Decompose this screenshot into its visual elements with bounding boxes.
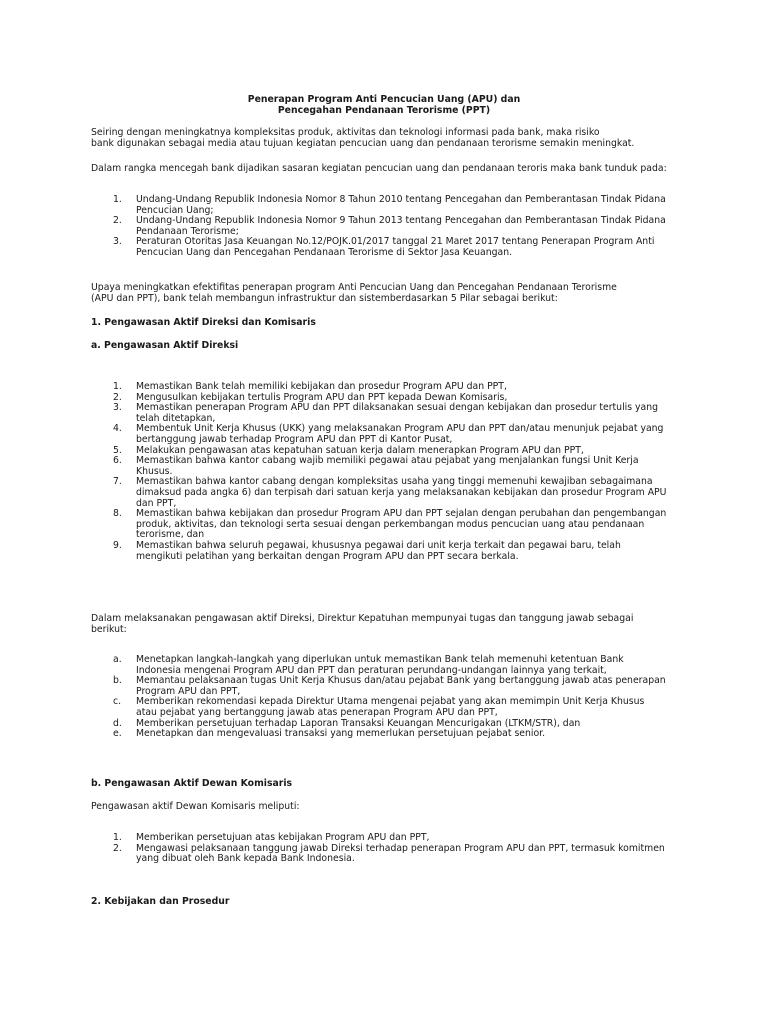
regulation-intro: Dalam rangka mencegah bank dijadikan sasaran kegiatan pencucian uang dan pendanaan teroris maka bank tunduk pada: bbox=[91, 163, 667, 174]
list-item-number: 6. bbox=[113, 455, 122, 467]
title-line-2: Pencegahan Pendanaan Terorisme (PPT) bbox=[277, 105, 491, 116]
title-line-1: Penerapan Program Anti Pencucian Uang (APU) dan bbox=[247, 94, 521, 105]
list-item bbox=[91, 216, 691, 237]
list-item-text: dan PPT, bbox=[136, 497, 177, 509]
list-item-text: Melakukan pengawasan atas kepatuhan satuan kerja dalam menerapkan Program APU dan PPT, bbox=[136, 444, 584, 456]
list-item bbox=[91, 424, 691, 445]
list-item-text: Memastikan penerapan Program APU dan PPT dilaksanakan sesuai dengan kebijakan dan prosedur tertulis yang bbox=[136, 402, 659, 414]
list-item bbox=[91, 477, 691, 509]
list-item-text: Memastikan bahwa kantor cabang wajib memiliki pegawai atau pejabat yang menjalankan fungsi Unit Kerja bbox=[136, 455, 639, 467]
list-item-text: Menetapkan langkah-langkah yang diperlukan untuk memastikan Bank telah memenuhi ketentuan Bank bbox=[136, 654, 624, 665]
list-item bbox=[91, 403, 691, 424]
list-item-text: mengikuti pelatihan yang berkaitan dengan Program APU dan PPT secara berkala. bbox=[136, 550, 519, 562]
list-item-number: 8. bbox=[113, 508, 122, 520]
list-item-text: Memberikan persetujuan terhadap Laporan Transaksi Keuangan Mencurigakan (LTKM/STR), dan bbox=[136, 717, 581, 729]
list-item-number: 2. bbox=[113, 391, 122, 403]
list-item bbox=[91, 382, 691, 393]
list-item bbox=[91, 509, 691, 541]
list-item bbox=[91, 237, 691, 258]
list-item-text: Mengawasi pelaksanaan tanggung jawab Direksi terhadap penerapan Program APU dan PPT, termasuk komitmen bbox=[136, 842, 665, 854]
list-item-text: Mengusulkan kebijakan tertulis Program APU dan PPT kepada Dewan Komisaris, bbox=[136, 391, 508, 403]
list-item-number: b. bbox=[113, 675, 122, 687]
list-item-text: bertanggung jawab terhadap Program APU dan PPT di Kantor Pusat, bbox=[136, 433, 453, 445]
list-item bbox=[91, 456, 691, 477]
section-2-heading: 2. Kebijakan dan Prosedur bbox=[91, 896, 230, 907]
list-item-text: yang dibuat oleh Bank kepada Bank Indonesia. bbox=[136, 853, 355, 865]
list-item-number: a. bbox=[113, 654, 122, 665]
list-item bbox=[91, 729, 691, 740]
list-item-text: Peraturan Otoritas Jasa Keuangan No.12/POJK.01/2017 tanggal 21 Maret 2017 tentang Penerapan Program Anti bbox=[136, 236, 655, 248]
list-item-number: 4. bbox=[113, 423, 122, 435]
list-item-text: Pencucian Uang dan Pencegahan Pendanaan Terorisme di Sektor Jasa Keuangan. bbox=[136, 246, 513, 258]
list-item-text: Menetapkan dan mengevaluasi transaksi yang memerlukan persetujuan pejabat senior. bbox=[136, 728, 546, 740]
list-item-number: 1. bbox=[113, 381, 122, 392]
document-title bbox=[0, 94, 768, 116]
list-item-text: produk, aktivitas, dan teknologi serta sesuai dengan perkembangan modus pencucian uang atau pendanaan bbox=[136, 518, 645, 530]
section-1b-heading: b. Pengawasan Aktif Dewan Komisaris bbox=[91, 778, 293, 789]
list-item-number: c. bbox=[113, 696, 122, 708]
regulation-list bbox=[91, 195, 691, 259]
list-item bbox=[91, 655, 691, 676]
list-item-text: Memberikan persetujuan atas kebijakan Program APU dan PPT, bbox=[136, 832, 430, 843]
list-item-text: Memastikan bahwa kebijakan dan prosedur Program APU dan PPT sejalan dengan perubahan dan pengembangan bbox=[136, 508, 667, 520]
direksi-list bbox=[91, 382, 691, 562]
list-item-text: Undang-Undang Republik Indonesia Nomor 9 Tahun 2013 tentang Pencegahan dan Pemberantasan Tindak Pidana bbox=[136, 215, 666, 227]
list-item-text: Pencucian Uang; bbox=[136, 204, 214, 216]
list-item bbox=[91, 833, 691, 844]
list-item-text: dimaksud pada angka 6) dan terpisah dari satuan kerja yang melaksanakan kebijakan dan prosedur Program APU bbox=[136, 486, 667, 498]
intro-paragraph: Seiring dengan meningkatnya kompleksitas produk, aktivitas dan teknologi informasi pada bank, maka risiko bank digunakan sebagai media atau tujuan kegiatan pencucian uang dan pendanaan terorisme semakin meningkat. bbox=[91, 127, 635, 149]
komisaris-list bbox=[91, 833, 691, 865]
list-item-number: 3. bbox=[113, 236, 122, 248]
list-item-number: 2. bbox=[113, 842, 122, 854]
list-item-text: Memastikan bahwa kantor cabang dengan kompleksitas usaha yang tinggi memenuhi kewajiban sebagaimana bbox=[136, 476, 653, 488]
list-item bbox=[91, 697, 691, 718]
list-item-text: Memastikan Bank telah memiliki kebijakan dan prosedur Program APU dan PPT, bbox=[136, 381, 507, 392]
section-1a-heading: a. Pengawasan Aktif Direksi bbox=[91, 340, 239, 351]
list-item-text: telah ditetapkan, bbox=[136, 412, 216, 424]
list-item-text: Memantau pelaksanaan tugas Unit Kerja Khusus dan/atau pejabat Bank yang bertanggung jawab atas penerapan bbox=[136, 675, 666, 687]
list-item-number: 9. bbox=[113, 539, 122, 551]
list-item bbox=[91, 195, 691, 216]
list-item-number: 5. bbox=[113, 444, 122, 456]
list-item bbox=[91, 541, 691, 562]
list-item-number: 2. bbox=[113, 215, 122, 227]
list-item-number: 3. bbox=[113, 402, 122, 414]
list-item bbox=[91, 676, 691, 697]
effectiveness-paragraph: Upaya meningkatkan efektifitas penerapan program Anti Pencucian Uang dan Pencegahan Pendanaan Terorisme (APU dan PPT), bank telah membangun infrastruktur dan sistemberdasarkan 5 Pilar sebagai berikut: bbox=[91, 282, 617, 304]
list-item-text: Membentuk Unit Kerja Khusus (UKK) yang melaksanakan Program APU dan PPT dan/atau menunjuk pejabat yang bbox=[136, 423, 664, 435]
list-item-text: Khusus. bbox=[136, 465, 173, 477]
list-item bbox=[91, 844, 691, 865]
list-item-text: atau pejabat yang bertanggung jawab atas penerapan Program APU dan PPT, bbox=[136, 706, 498, 718]
list-item-text: terorisme, dan bbox=[136, 529, 205, 541]
list-item-number: 1. bbox=[113, 194, 122, 205]
section-1-heading: 1. Pengawasan Aktif Direksi dan Komisaris bbox=[91, 317, 316, 328]
list-item-text: Pendanaan Terorisme; bbox=[136, 225, 239, 237]
komisaris-intro: Pengawasan aktif Dewan Komisaris meliputi: bbox=[91, 801, 300, 812]
kepatuhan-list bbox=[91, 655, 691, 740]
list-item-text: Memberikan rekomendasi kepada Direktur Utama mengenai pejabat yang akan memimpin Unit Kerja Khusus bbox=[136, 696, 645, 708]
list-item-number: e. bbox=[113, 728, 122, 740]
kepatuhan-intro: Dalam melaksanakan pengawasan aktif Direksi, Direktur Kepatuhan mempunyai tugas dan tanggung jawab sebagai berikut: bbox=[91, 613, 634, 635]
list-item-text: Program APU dan PPT, bbox=[136, 685, 241, 697]
list-item-text: Indonesia mengenai Program APU dan PPT dan peraturan perundang-undangan lainnya yang terkait, bbox=[136, 664, 607, 676]
list-item-number: 7. bbox=[113, 476, 122, 488]
list-item-text: Undang-Undang Republik Indonesia Nomor 8 Tahun 2010 tentang Pencegahan dan Pemberantasan Tindak Pidana bbox=[136, 194, 666, 205]
list-item-number: 1. bbox=[113, 832, 122, 843]
list-item-number: d. bbox=[113, 717, 122, 729]
list-item-text: Memastikan bahwa seluruh pegawai, khususnya pegawai dari unit kerja terkait dan pegawai baru, telah bbox=[136, 539, 621, 551]
